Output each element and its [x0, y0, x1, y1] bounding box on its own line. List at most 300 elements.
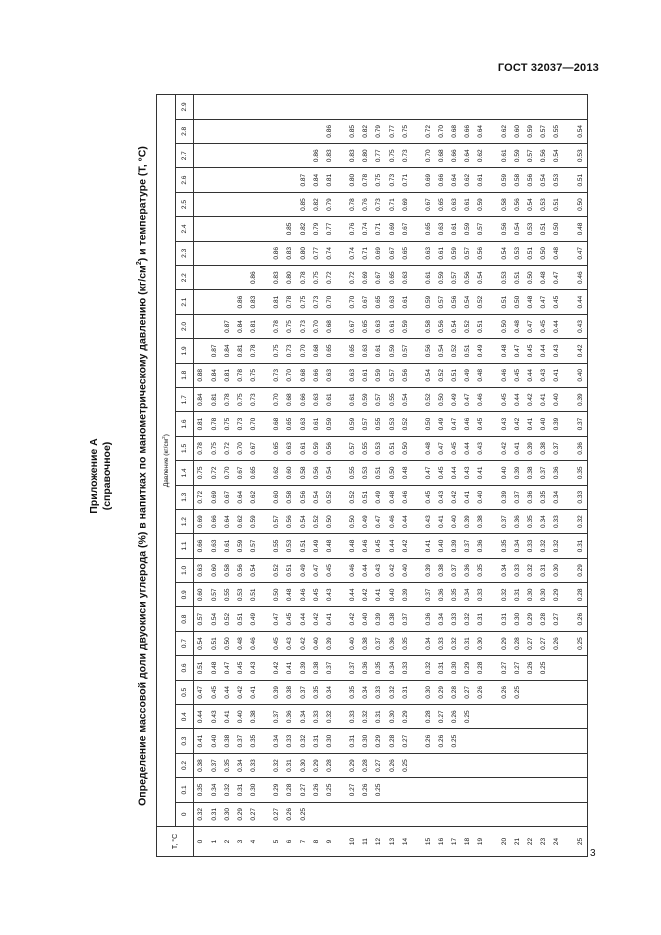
value-cell: 0.30: [297, 753, 310, 777]
temperature-cell: 0: [194, 827, 208, 857]
value-cell: [208, 168, 221, 192]
spacer-cell: [260, 558, 270, 582]
value-cell: 0.65: [399, 241, 412, 265]
value-cell: 0.54: [573, 119, 587, 143]
value-cell: 0.84: [234, 314, 247, 338]
spacer-cell: [260, 119, 270, 143]
value-cell: 0.63: [399, 266, 412, 290]
value-cell: 0.37: [422, 583, 435, 607]
value-cell: 0.27: [550, 607, 563, 631]
value-cell: 0.47: [461, 387, 474, 411]
value-cell: 0.33: [372, 680, 385, 704]
value-cell: 0.47: [422, 461, 435, 485]
spacer-cell: [563, 827, 573, 857]
value-cell: 0.79: [323, 192, 336, 216]
value-cell: [194, 339, 208, 363]
value-cell: 0.36: [283, 705, 296, 729]
value-cell: 0.30: [247, 778, 260, 802]
value-cell: [537, 680, 550, 704]
value-cell: 0.54: [448, 314, 461, 338]
value-cell: 0.81: [208, 387, 221, 411]
value-cell: 0.52: [323, 485, 336, 509]
value-cell: 0.78: [359, 168, 372, 192]
value-cell: 0.37: [234, 729, 247, 753]
value-cell: 0.78: [297, 266, 310, 290]
value-cell: 0.48: [283, 583, 296, 607]
value-cell: 0.79: [310, 217, 323, 241]
value-cell: 0.54: [537, 168, 550, 192]
value-cell: 0.58: [283, 485, 296, 509]
pressure-value: 1.5: [176, 436, 194, 460]
value-cell: 0.53: [537, 192, 550, 216]
value-cell: [194, 95, 208, 119]
value-cell: 0.26: [524, 656, 537, 680]
value-cell: 0.44: [194, 705, 208, 729]
value-cell: 0.80: [359, 144, 372, 168]
value-cell: 0.27: [524, 631, 537, 655]
spacer-cell: [336, 802, 346, 826]
value-cell: 0.29: [461, 656, 474, 680]
value-cell: 0.86: [270, 241, 283, 265]
value-cell: 0.51: [372, 461, 385, 485]
value-cell: 0.72: [208, 461, 221, 485]
value-cell: 0.44: [550, 314, 563, 338]
value-cell: 0.42: [297, 631, 310, 655]
value-cell: 0.57: [208, 583, 221, 607]
spacer-cell: [488, 241, 498, 265]
value-cell: 0.67: [247, 436, 260, 460]
pressure-value: 1.2: [176, 509, 194, 533]
value-cell: 0.42: [498, 436, 511, 460]
spacer-cell: [563, 168, 573, 192]
value-cell: 0.54: [247, 558, 260, 582]
value-cell: 0.48: [385, 485, 398, 509]
value-cell: 0.43: [208, 705, 221, 729]
value-cell: [537, 778, 550, 802]
value-cell: 0.33: [346, 705, 359, 729]
value-cell: 0.57: [537, 119, 550, 143]
value-cell: [524, 95, 537, 119]
value-cell: [270, 95, 283, 119]
spacer-cell: [336, 753, 346, 777]
value-cell: 0.66: [310, 363, 323, 387]
value-cell: 0.78: [346, 192, 359, 216]
value-cell: 0.69: [359, 266, 372, 290]
table-row: [372, 95, 385, 857]
value-cell: 0.62: [474, 144, 487, 168]
value-cell: 0.58: [221, 558, 234, 582]
value-cell: 0.30: [221, 802, 234, 826]
value-cell: 0.42: [524, 387, 537, 411]
value-cell: 0.31: [372, 705, 385, 729]
value-cell: [234, 266, 247, 290]
value-cell: 0.36: [461, 558, 474, 582]
value-cell: 0.69: [372, 241, 385, 265]
spacer-cell: [260, 509, 270, 533]
value-cell: 0.88: [194, 363, 208, 387]
value-cell: 0.56: [524, 168, 537, 192]
value-cell: 0.60: [283, 461, 296, 485]
spacer-cell: [336, 607, 346, 631]
value-cell: 0.61: [310, 412, 323, 436]
value-cell: 0.29: [310, 753, 323, 777]
value-cell: 0.79: [372, 119, 385, 143]
value-cell: [221, 217, 234, 241]
value-cell: 0.25: [323, 778, 336, 802]
value-cell: 0.59: [385, 339, 398, 363]
spacer-cell: [563, 266, 573, 290]
value-cell: 0.27: [372, 753, 385, 777]
value-cell: 0.33: [283, 729, 296, 753]
value-cell: [283, 95, 296, 119]
value-cell: 0.63: [323, 363, 336, 387]
value-cell: 0.84: [221, 339, 234, 363]
value-cell: 0.40: [208, 729, 221, 753]
value-cell: 0.61: [346, 387, 359, 411]
value-cell: [550, 778, 563, 802]
value-cell: 0.66: [461, 119, 474, 143]
value-cell: 0.44: [448, 461, 461, 485]
value-cell: 0.33: [474, 583, 487, 607]
value-cell: 0.58: [297, 461, 310, 485]
value-cell: 0.49: [247, 607, 260, 631]
pressure-value: 0.7: [176, 631, 194, 655]
value-cell: 0.32: [359, 705, 372, 729]
value-cell: 0.40: [573, 363, 587, 387]
value-cell: 0.26: [310, 778, 323, 802]
table-row: [573, 95, 587, 857]
value-cell: 0.42: [234, 680, 247, 704]
value-cell: 0.68: [283, 387, 296, 411]
value-cell: 0.39: [372, 607, 385, 631]
value-cell: 0.34: [359, 680, 372, 704]
value-cell: 0.29: [573, 558, 587, 582]
value-cell: [537, 705, 550, 729]
value-cell: 0.59: [461, 217, 474, 241]
value-cell: [208, 241, 221, 265]
spacer-cell: [563, 314, 573, 338]
value-cell: 0.61: [359, 363, 372, 387]
table-row: [346, 95, 359, 857]
spacer-cell: [336, 192, 346, 216]
value-cell: 0.75: [283, 314, 296, 338]
value-cell: 0.27: [511, 656, 524, 680]
value-cell: 0.78: [270, 314, 283, 338]
spacer-cell: [260, 436, 270, 460]
value-cell: 0.62: [461, 168, 474, 192]
value-cell: 0.77: [372, 144, 385, 168]
value-cell: 0.65: [346, 339, 359, 363]
value-cell: [573, 656, 587, 680]
value-cell: 0.49: [297, 558, 310, 582]
spacer-cell: [412, 680, 422, 704]
pressure-value: 0.6: [176, 656, 194, 680]
value-cell: 0.66: [194, 534, 208, 558]
value-cell: 0.63: [194, 558, 208, 582]
value-cell: 0.37: [346, 656, 359, 680]
value-cell: 0.45: [372, 534, 385, 558]
pressure-value: 2.5: [176, 192, 194, 216]
value-cell: [537, 802, 550, 826]
spacer-cell: [336, 509, 346, 533]
value-cell: [422, 778, 435, 802]
value-cell: 0.51: [550, 192, 563, 216]
pressure-value: 0.5: [176, 680, 194, 704]
table-body: [194, 95, 588, 857]
value-cell: 0.71: [359, 241, 372, 265]
value-cell: 0.55: [270, 534, 283, 558]
pressure-values-row: [176, 95, 194, 857]
table-row: [221, 95, 234, 857]
value-cell: [323, 802, 336, 826]
value-cell: [221, 119, 234, 143]
value-cell: [461, 802, 474, 826]
value-cell: 0.50: [346, 509, 359, 533]
spacer-cell: [336, 168, 346, 192]
value-cell: 0.64: [474, 119, 487, 143]
value-cell: 0.63: [208, 534, 221, 558]
value-cell: 0.63: [297, 412, 310, 436]
value-cell: 0.60: [194, 583, 208, 607]
value-cell: 0.53: [511, 241, 524, 265]
value-cell: 0.32: [573, 509, 587, 533]
value-cell: 0.73: [283, 339, 296, 363]
value-cell: [474, 753, 487, 777]
value-cell: 0.35: [399, 631, 412, 655]
value-cell: 0.73: [297, 314, 310, 338]
value-cell: 0.74: [323, 241, 336, 265]
value-cell: 0.26: [550, 631, 563, 655]
value-cell: 0.45: [435, 461, 448, 485]
value-cell: 0.30: [422, 680, 435, 704]
value-cell: 0.33: [511, 558, 524, 582]
value-cell: 0.63: [346, 363, 359, 387]
value-cell: 0.69: [194, 509, 208, 533]
value-cell: 0.71: [385, 192, 398, 216]
spacer-cell: [260, 95, 270, 119]
value-cell: 0.52: [474, 290, 487, 314]
value-cell: 0.50: [221, 631, 234, 655]
value-cell: 0.40: [537, 412, 550, 436]
spacer-cell: [488, 680, 498, 704]
spacer-cell: [563, 705, 573, 729]
value-cell: 0.32: [498, 583, 511, 607]
value-cell: 0.37: [498, 509, 511, 533]
spacer-cell: [488, 461, 498, 485]
spacer-cell: [563, 753, 573, 777]
value-cell: 0.51: [511, 266, 524, 290]
value-cell: 0.53: [385, 412, 398, 436]
value-cell: [511, 705, 524, 729]
value-cell: 0.63: [422, 241, 435, 265]
value-cell: 0.81: [194, 412, 208, 436]
appendix-heading: [88, 95, 114, 857]
value-cell: 0.38: [359, 631, 372, 655]
value-cell: [498, 95, 511, 119]
value-cell: 0.57: [359, 412, 372, 436]
value-cell: 0.80: [297, 241, 310, 265]
spacer-cell: [488, 631, 498, 655]
value-cell: [208, 144, 221, 168]
table-row: [537, 95, 550, 857]
value-cell: 0.45: [422, 485, 435, 509]
value-cell: 0.29: [346, 753, 359, 777]
value-cell: 0.56: [422, 339, 435, 363]
value-cell: [221, 241, 234, 265]
value-cell: [524, 729, 537, 753]
value-cell: [550, 656, 563, 680]
value-cell: [435, 753, 448, 777]
value-cell: [194, 241, 208, 265]
spacer-cell: [336, 729, 346, 753]
value-cell: 0.40: [474, 485, 487, 509]
spacer-cell: [336, 461, 346, 485]
value-cell: 0.69: [399, 192, 412, 216]
spacer-cell: [488, 290, 498, 314]
value-cell: 0.28: [283, 778, 296, 802]
spacer-cell: [488, 314, 498, 338]
value-cell: 0.59: [511, 144, 524, 168]
value-cell: 0.59: [372, 363, 385, 387]
value-cell: 0.31: [310, 729, 323, 753]
value-cell: [524, 753, 537, 777]
value-cell: 0.75: [372, 168, 385, 192]
value-cell: 0.59: [422, 290, 435, 314]
value-cell: 0.45: [537, 314, 550, 338]
value-cell: 0.33: [573, 485, 587, 509]
value-cell: 0.37: [448, 558, 461, 582]
value-cell: 0.36: [385, 631, 398, 655]
value-cell: [194, 290, 208, 314]
value-cell: [359, 802, 372, 826]
value-cell: [194, 266, 208, 290]
spacer-cell: [563, 363, 573, 387]
value-cell: 0.64: [461, 144, 474, 168]
value-cell: 0.34: [385, 656, 398, 680]
table-caption: [136, 95, 149, 857]
value-cell: 0.55: [221, 583, 234, 607]
spacer-cell: [260, 168, 270, 192]
value-cell: 0.76: [346, 217, 359, 241]
value-cell: 0.26: [385, 753, 398, 777]
spacer-cell: [260, 266, 270, 290]
value-cell: 0.64: [448, 168, 461, 192]
row-spacer: [563, 95, 573, 857]
value-cell: 0.46: [359, 534, 372, 558]
value-cell: 0.78: [234, 363, 247, 387]
pressure-value: 2.2: [176, 266, 194, 290]
value-cell: 0.56: [234, 558, 247, 582]
spacer-cell: [412, 461, 422, 485]
temperature-header: Т, °С: [157, 827, 194, 857]
value-cell: 0.43: [550, 339, 563, 363]
value-cell: 0.35: [221, 753, 234, 777]
temperature-cell: 9: [323, 827, 336, 857]
spacer-cell: [488, 144, 498, 168]
value-cell: 0.41: [422, 534, 435, 558]
value-cell: 0.29: [372, 729, 385, 753]
value-cell: [208, 290, 221, 314]
value-cell: 0.45: [208, 680, 221, 704]
temperature-cell: 12: [372, 827, 385, 857]
value-cell: 0.32: [385, 680, 398, 704]
pressure-value: 1.9: [176, 339, 194, 363]
value-cell: 0.32: [323, 705, 336, 729]
value-cell: 0.73: [310, 290, 323, 314]
value-cell: 0.39: [511, 461, 524, 485]
value-cell: 0.45: [498, 387, 511, 411]
value-cell: 0.85: [283, 217, 296, 241]
value-cell: 0.60: [511, 119, 524, 143]
value-cell: 0.46: [498, 363, 511, 387]
value-cell: [461, 778, 474, 802]
value-cell: 0.26: [573, 607, 587, 631]
value-cell: 0.48: [346, 534, 359, 558]
spacer-cell: [336, 241, 346, 265]
value-cell: 0.64: [234, 485, 247, 509]
value-cell: [247, 217, 260, 241]
value-cell: 0.59: [448, 241, 461, 265]
value-cell: 0.36: [359, 656, 372, 680]
value-cell: 0.43: [435, 485, 448, 509]
value-cell: [422, 95, 435, 119]
value-cell: 0.26: [435, 729, 448, 753]
value-cell: 0.41: [372, 583, 385, 607]
value-cell: 0.47: [221, 656, 234, 680]
temperature-cell: 8: [310, 827, 323, 857]
value-cell: 0.65: [283, 412, 296, 436]
value-cell: 0.26: [448, 705, 461, 729]
value-cell: 0.35: [247, 729, 260, 753]
spacer-cell: [260, 583, 270, 607]
value-cell: 0.33: [310, 705, 323, 729]
value-cell: 0.62: [498, 119, 511, 143]
value-cell: 0.28: [537, 607, 550, 631]
value-cell: 0.83: [346, 144, 359, 168]
value-cell: 0.33: [247, 753, 260, 777]
temperature-cell: 6: [283, 827, 296, 857]
value-cell: [221, 168, 234, 192]
value-cell: 0.30: [323, 729, 336, 753]
caption-superscript: 2: [136, 261, 143, 266]
value-cell: [208, 192, 221, 216]
value-cell: 0.44: [346, 583, 359, 607]
value-cell: 0.34: [498, 558, 511, 582]
value-cell: [270, 144, 283, 168]
spacer-cell: [412, 192, 422, 216]
pressure-value: 0.8: [176, 607, 194, 631]
spacer-cell: [260, 534, 270, 558]
spacer-cell: [260, 339, 270, 363]
value-cell: 0.65: [270, 436, 283, 460]
value-cell: 0.61: [448, 217, 461, 241]
spacer-cell: [412, 705, 422, 729]
value-cell: 0.66: [435, 168, 448, 192]
pressure-value: 1.0: [176, 558, 194, 582]
spacer-cell: [563, 802, 573, 826]
value-cell: [385, 802, 398, 826]
value-cell: 0.86: [234, 290, 247, 314]
pressure-value: 1.3: [176, 485, 194, 509]
spacer-cell: [260, 192, 270, 216]
value-cell: [573, 753, 587, 777]
value-cell: 0.53: [283, 534, 296, 558]
value-cell: 0.65: [372, 290, 385, 314]
value-cell: [511, 778, 524, 802]
value-cell: 0.77: [310, 241, 323, 265]
spacer-cell: [260, 363, 270, 387]
value-cell: 0.54: [422, 363, 435, 387]
